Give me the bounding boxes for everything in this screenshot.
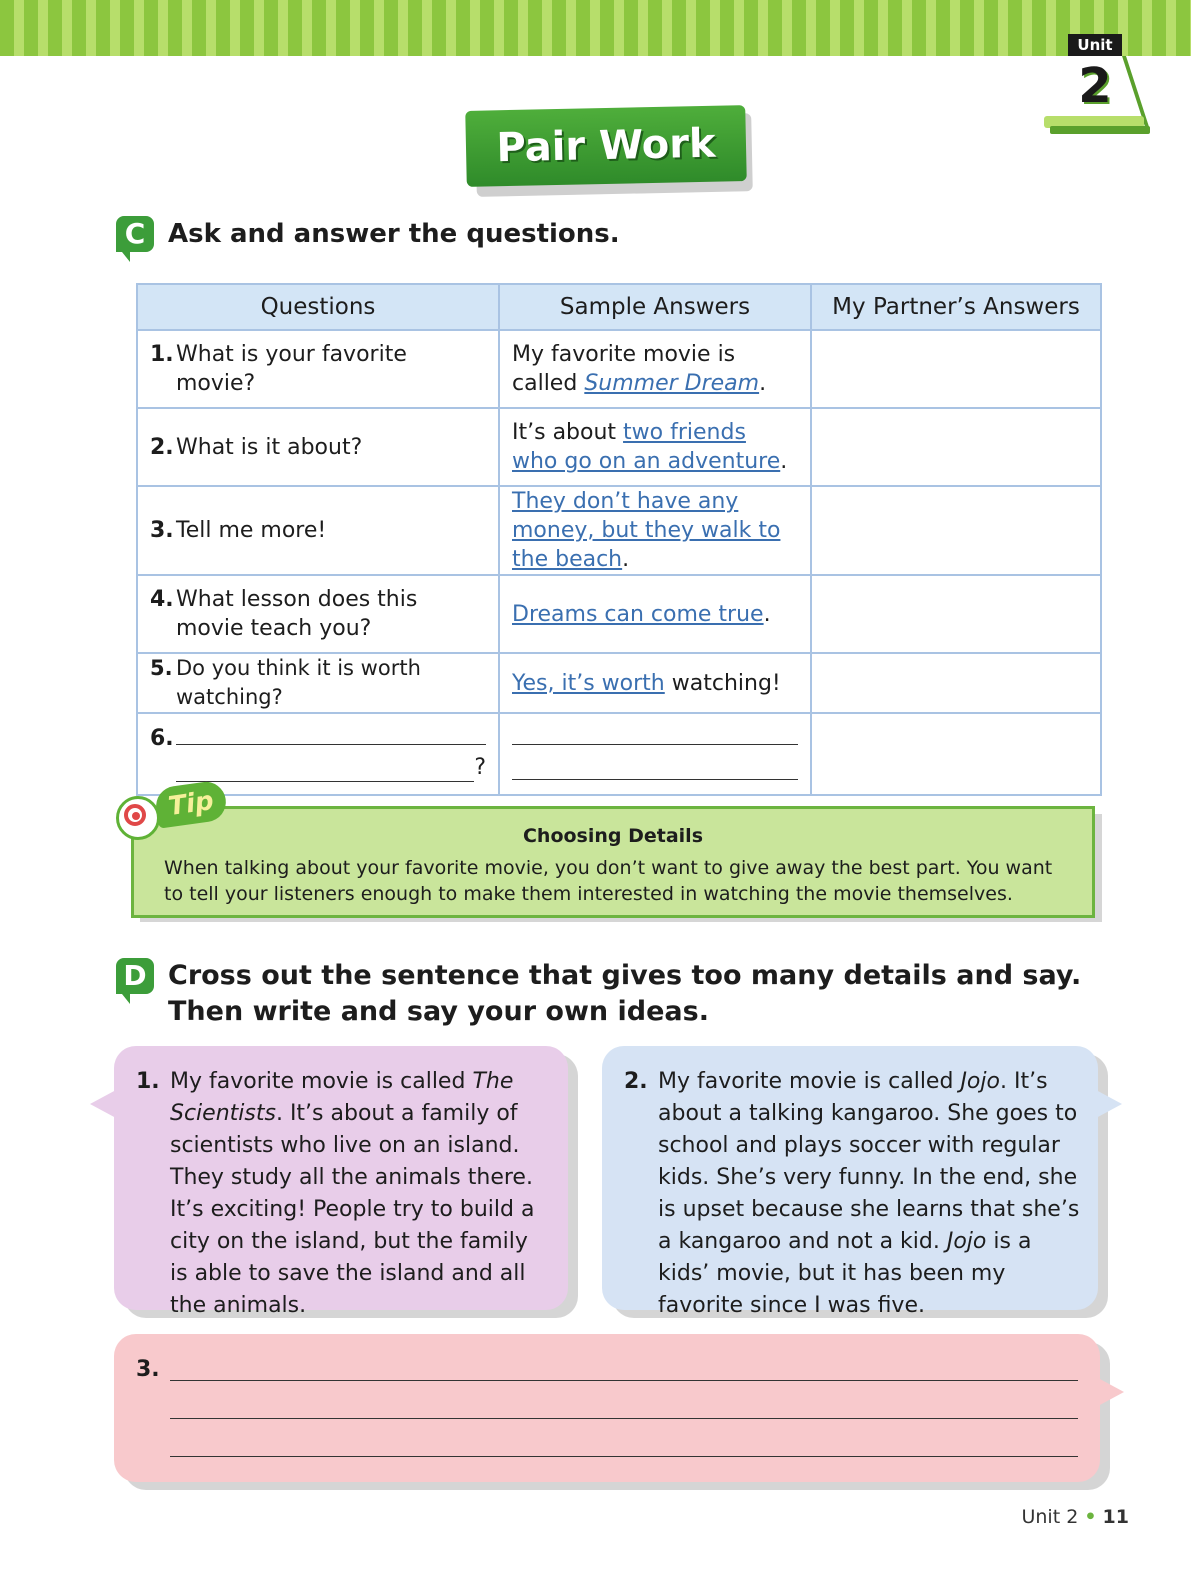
text-segment: . It’s about a family of scientists who live on an island. They study all the animals there. It’s exciting! People try to build a city on the island, but the family is able to save the island and all the animals. bbox=[170, 1101, 535, 1318]
table-header-row bbox=[137, 284, 1101, 330]
sample-answer-cell bbox=[499, 653, 811, 713]
answer-suffix: watching! bbox=[671, 670, 781, 696]
question-cell bbox=[137, 653, 499, 713]
column-header-partner-answers: My Partner’s Answers bbox=[811, 284, 1101, 330]
write-line[interactable] bbox=[170, 1418, 1078, 1419]
text-segment: . It’s about a talking kangaroo. She goes to school and plays soccer with regular kids. She’s very funny. In the end, she is upset because she learns that she’s a kangaroo and not a kid. bbox=[658, 1069, 1080, 1254]
pair-work-banner: Pair Work bbox=[465, 105, 747, 187]
answer-link: They don’t have any money, but they walk to the beach bbox=[512, 489, 781, 572]
answer-text: My favorite movie is called bbox=[512, 342, 736, 396]
sample-answer-cell-blank bbox=[499, 713, 811, 795]
bubble-tail bbox=[1098, 1378, 1124, 1406]
bubble-number: 3. bbox=[136, 1357, 160, 1382]
sample-answer-cell bbox=[499, 330, 811, 408]
speech-bubble-2 bbox=[602, 1046, 1098, 1318]
question-number: 4. bbox=[150, 587, 174, 612]
table-row bbox=[137, 713, 1101, 795]
speech-bubble-3 bbox=[114, 1334, 1100, 1482]
page-footer bbox=[1021, 1506, 1129, 1528]
page-number: 11 bbox=[1102, 1506, 1129, 1528]
sample-answer-cell bbox=[499, 486, 811, 575]
write-line[interactable] bbox=[512, 759, 798, 780]
table-row bbox=[137, 653, 1101, 713]
bubble-text[interactable] bbox=[170, 1066, 550, 1322]
section-d-badge: D bbox=[116, 958, 154, 994]
answer-link: Summer Dream bbox=[584, 371, 760, 396]
tip-badge: Tip bbox=[154, 779, 229, 828]
tip-text: When talking about your favorite movie, you don’t want to give away the best part. You want to tell your listeners enough to make them interested in watching the movie themselves. bbox=[164, 857, 1053, 905]
partner-answer-cell[interactable] bbox=[811, 330, 1101, 408]
text-segment: My favorite movie is called bbox=[170, 1069, 473, 1094]
table-row bbox=[137, 330, 1101, 408]
tip-title: Choosing Details bbox=[522, 825, 704, 847]
write-line[interactable] bbox=[512, 724, 798, 745]
bubble-tail bbox=[90, 1090, 116, 1118]
speech-bubble-1 bbox=[114, 1046, 568, 1318]
column-header-questions: Questions bbox=[137, 284, 499, 330]
footer-separator: • bbox=[1084, 1506, 1097, 1528]
top-stripe-bar bbox=[0, 0, 1191, 56]
write-line[interactable] bbox=[170, 1380, 1078, 1381]
partner-answer-cell[interactable] bbox=[811, 575, 1101, 653]
question-text: What is your favorite movie? bbox=[176, 342, 407, 396]
footer-unit: Unit 2 bbox=[1021, 1506, 1079, 1528]
sample-answer-cell bbox=[499, 408, 811, 486]
write-line[interactable] bbox=[176, 761, 474, 782]
partner-answer-cell[interactable] bbox=[811, 713, 1101, 795]
write-line[interactable] bbox=[170, 1456, 1078, 1457]
answer-suffix: . bbox=[759, 371, 767, 396]
movie-title: Jojo bbox=[946, 1229, 987, 1254]
question-number: 2. bbox=[150, 434, 174, 460]
answer-link: two friends who go on an adventure bbox=[512, 420, 781, 474]
question-number: 6. bbox=[150, 726, 174, 751]
answer-link: Dreams can come true bbox=[512, 601, 764, 627]
bubble-text[interactable] bbox=[658, 1066, 1082, 1322]
question-cell bbox=[137, 575, 499, 653]
question-text: What is it about? bbox=[176, 434, 363, 460]
sample-answer-cell bbox=[499, 575, 811, 653]
question-number: 3. bbox=[150, 518, 174, 543]
partner-answer-cell[interactable] bbox=[811, 408, 1101, 486]
bubble-number: 2. bbox=[624, 1069, 648, 1094]
tip-box bbox=[131, 806, 1095, 918]
answer-link: Yes, it’s worth bbox=[512, 670, 665, 696]
bubble-number: 1. bbox=[136, 1069, 160, 1094]
questions-table bbox=[136, 283, 1102, 796]
question-text: Tell me more! bbox=[176, 518, 327, 543]
partner-answer-cell[interactable] bbox=[811, 653, 1101, 713]
target-icon bbox=[116, 796, 160, 840]
movie-title: The Scientists bbox=[170, 1069, 514, 1126]
unit-label: Unit bbox=[1068, 34, 1122, 56]
text-segment: My favorite movie is called bbox=[658, 1069, 961, 1094]
answer-suffix: . bbox=[622, 547, 630, 572]
answer-suffix: . bbox=[780, 449, 788, 474]
question-text: Do you think it is worth watching? bbox=[176, 656, 421, 709]
question-cell bbox=[137, 330, 499, 408]
unit-number: 2 bbox=[1078, 58, 1112, 114]
table-row bbox=[137, 486, 1101, 575]
question-number: 1. bbox=[150, 342, 174, 367]
question-text: What lesson does this movie teach you? bbox=[176, 587, 418, 641]
question-number: 5. bbox=[150, 656, 173, 680]
movie-title: Jojo bbox=[960, 1069, 1000, 1094]
table-row bbox=[137, 408, 1101, 486]
section-d-title: Cross out the sentence that gives too many details and say. Then write and say your own ideas. bbox=[168, 960, 1082, 1027]
write-line[interactable] bbox=[176, 724, 486, 745]
answer-suffix: . bbox=[763, 601, 771, 627]
answer-text: It’s about bbox=[512, 420, 617, 445]
partner-answer-cell[interactable] bbox=[811, 486, 1101, 575]
unit-marker-base-shadow bbox=[1050, 126, 1150, 134]
column-header-sample-answers: Sample Answers bbox=[499, 284, 811, 330]
question-cell bbox=[137, 486, 499, 575]
section-c-badge: C bbox=[116, 216, 154, 252]
question-cell bbox=[137, 408, 499, 486]
table-row bbox=[137, 575, 1101, 653]
question-mark: ? bbox=[474, 755, 486, 780]
bubble-tail bbox=[1096, 1090, 1122, 1118]
text-segment: is a kids’ movie, but it has been my favorite since I was five. bbox=[658, 1229, 1032, 1318]
section-c-title: Ask and answer the questions. bbox=[168, 219, 620, 249]
